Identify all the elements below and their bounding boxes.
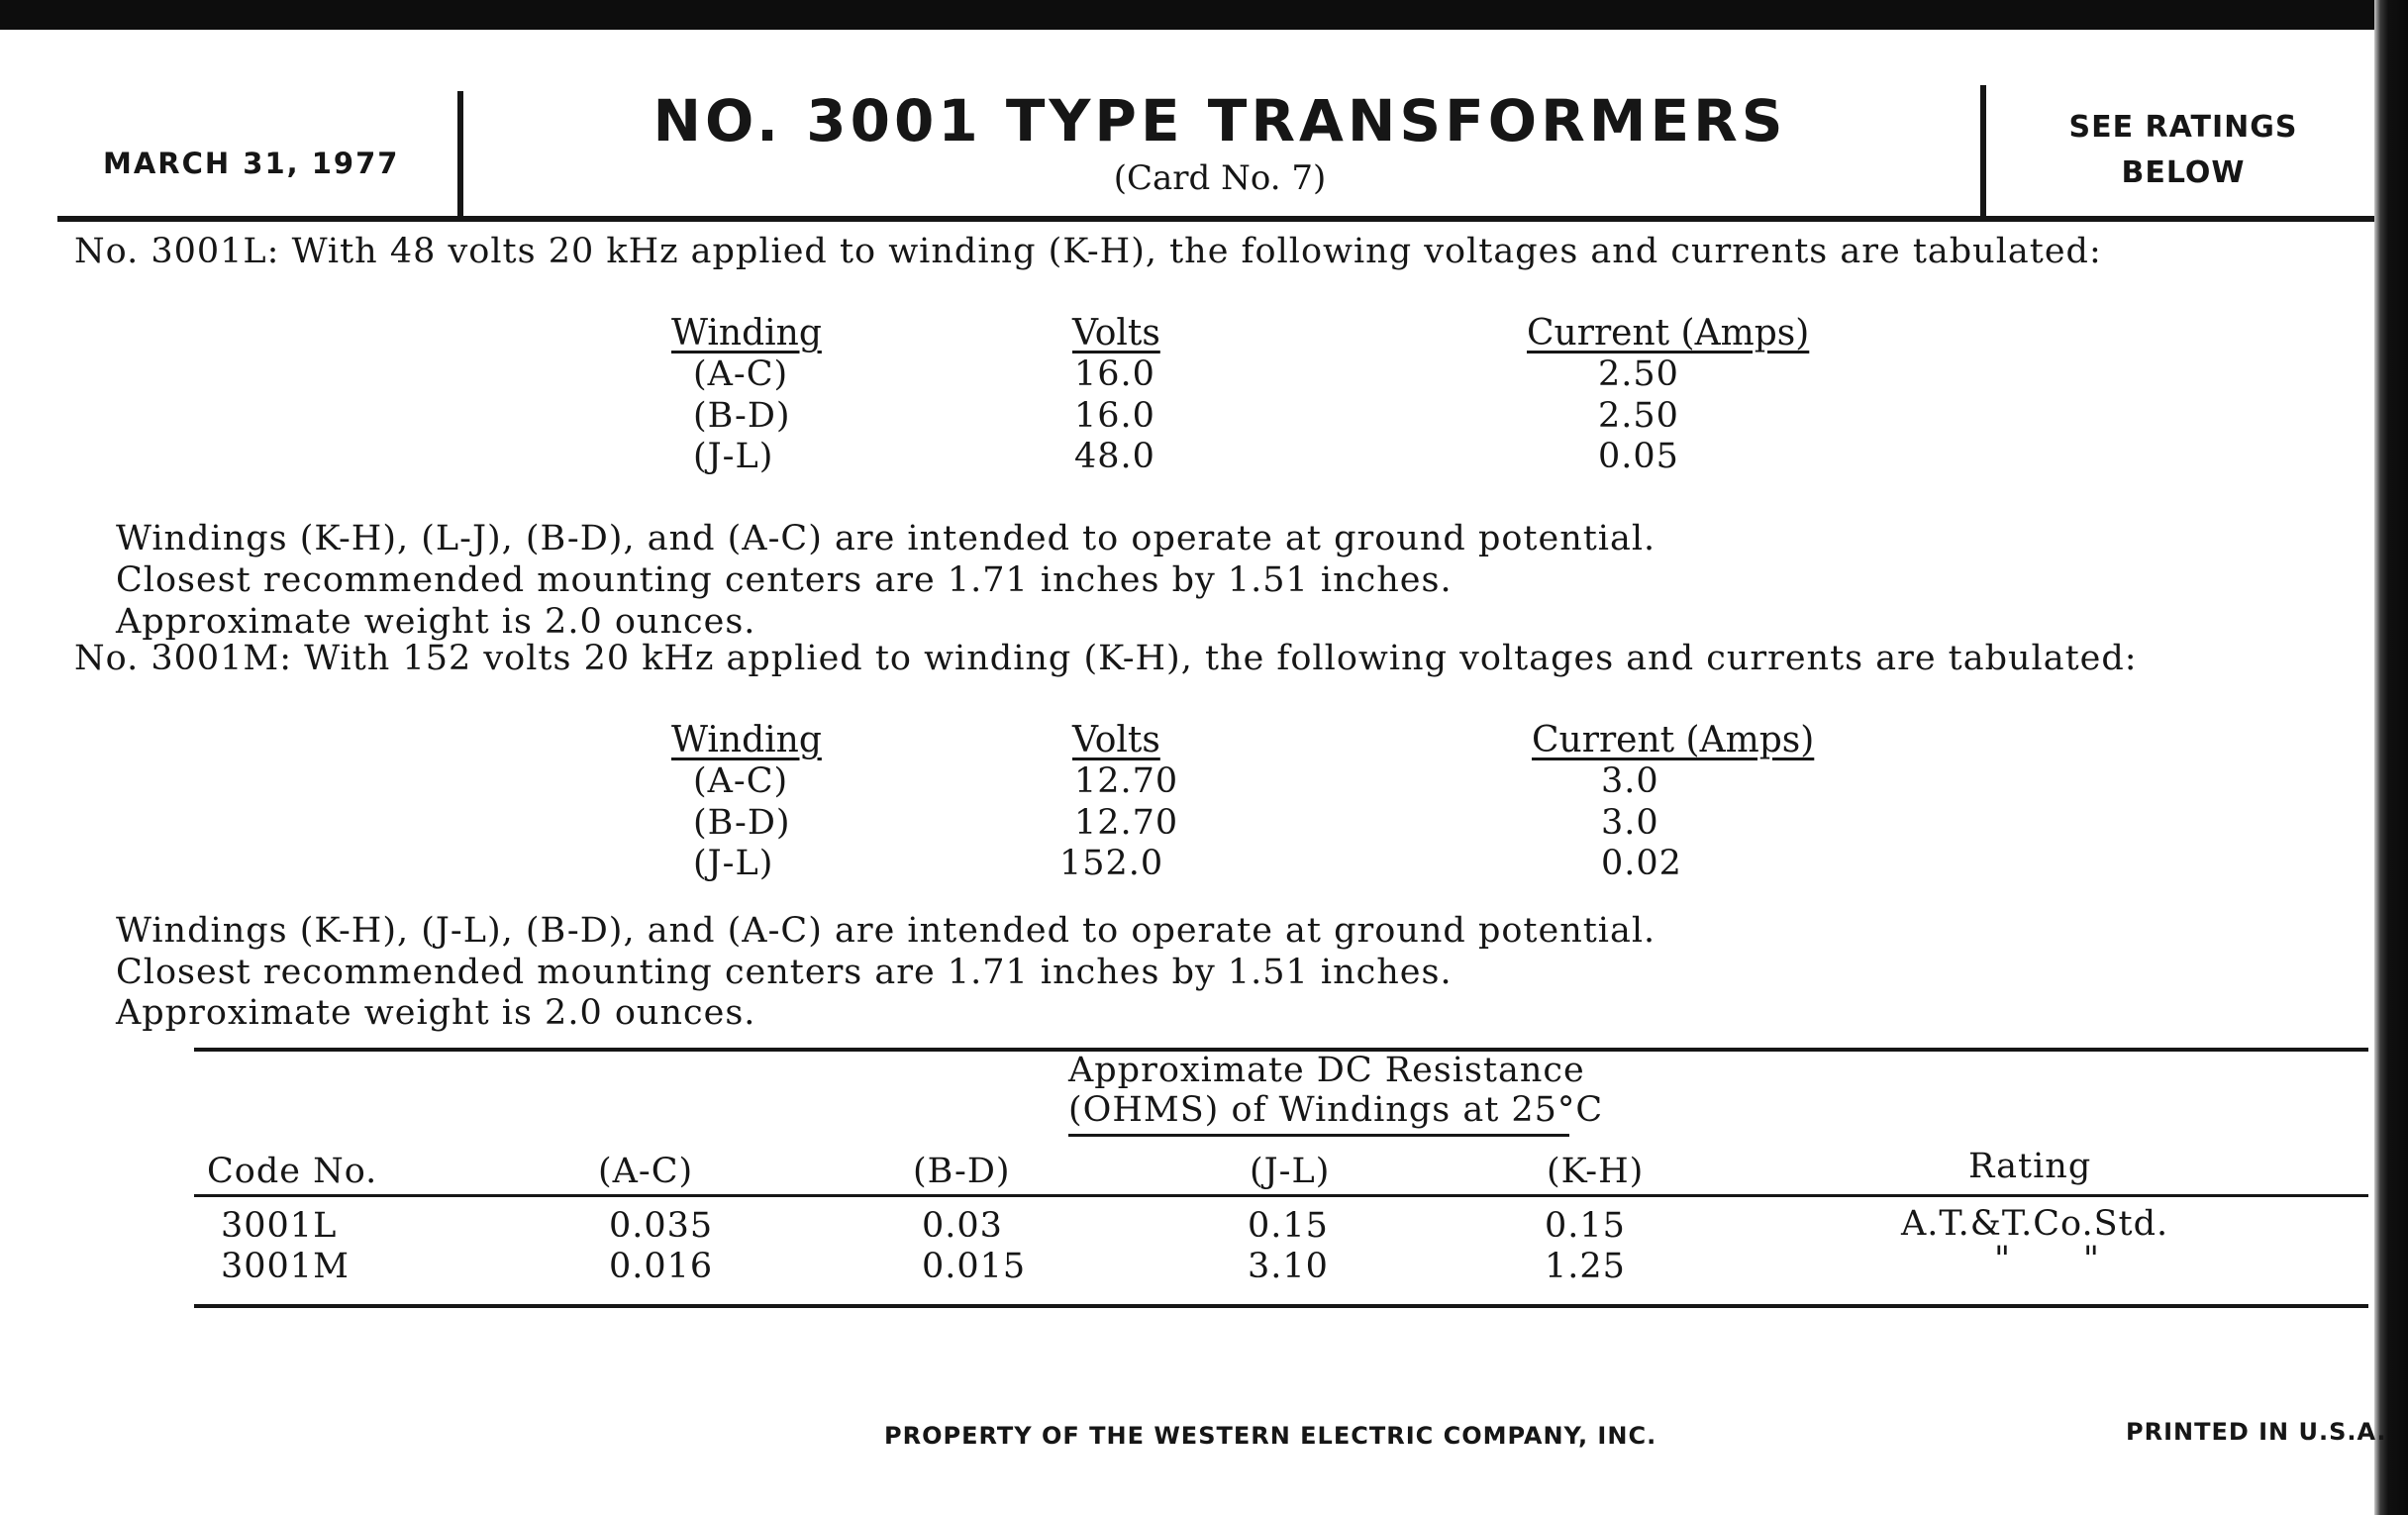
section-l-row3-volts: 48.0 (1074, 437, 1155, 476)
resistance-group-heading-line1: Approximate DC Resistance (1068, 1051, 1585, 1090)
ratings-note-line1: SEE RATINGS (2068, 110, 2298, 145)
section-l-row3-winding: (J-L) (693, 437, 774, 476)
section-m-row2-volts: 12.70 (1074, 803, 1179, 843)
section-l-note-mounting: Closest recommended mounting centers are 1.71 inches by 1.51 inches. (116, 560, 1453, 600)
section-m-col-current: Current (Amps) (1532, 720, 1815, 760)
resistance-row2-kh: 1.25 (1545, 1247, 1626, 1286)
section-m-note-weight: Approximate weight is 2.0 ounces. (116, 993, 756, 1033)
page-title: NO. 3001 TYPE TRANSFORMERS (652, 87, 1787, 154)
scan-top-edge (0, 0, 2408, 30)
section-m-row2-current: 3.0 (1601, 803, 1659, 843)
resistance-row2-rating: " " (1994, 1240, 2100, 1279)
card-number: (Card No. 7) (1113, 158, 1327, 198)
resistance-row1-code: 3001L (221, 1206, 338, 1246)
section-m-col-volts: Volts (1072, 720, 1160, 760)
resistance-row1-ac: 0.035 (609, 1206, 714, 1246)
section-l-row2-current: 2.50 (1598, 396, 1679, 436)
section-m-note-potential: Windings (K-H), (J-L), (B-D), and (A-C) are intended to operate at ground potential. (116, 911, 1656, 951)
resistance-row2-bd: 0.015 (922, 1247, 1027, 1286)
section-l-col-volts: Volts (1072, 313, 1160, 354)
section-m-row3-winding: (J-L) (693, 844, 774, 883)
resistance-header-rule (194, 1194, 2368, 1197)
resistance-row1-jl: 0.15 (1248, 1206, 1329, 1246)
resistance-col-bd: (B-D) (913, 1152, 1011, 1191)
resistance-col-rating: Rating (1968, 1147, 2092, 1186)
section-l-row1-current: 2.50 (1598, 354, 1679, 394)
resistance-row2-jl: 3.10 (1248, 1247, 1329, 1286)
section-m-intro: No. 3001M: With 152 volts 20 kHz applied to winding (K-H), the following voltages and currents are tabulated: (74, 639, 2138, 678)
resistance-row1-kh: 0.15 (1545, 1206, 1626, 1246)
resistance-group-underline (1068, 1134, 1569, 1137)
section-m-col-winding: Winding (671, 720, 822, 760)
section-l-row2-winding: (B-D) (693, 396, 791, 436)
resistance-col-code: Code No. (207, 1152, 378, 1191)
resistance-group-heading-line2: (OHMS) of Windings at 25°C (1068, 1090, 1604, 1130)
ratings-note (1985, 105, 2381, 196)
section-l-col-winding: Winding (671, 313, 822, 354)
resistance-table-bottom-rule (194, 1304, 2368, 1308)
section-l-note-potential: Windings (K-H), (L-J), (B-D), and (A-C) are intended to operate at ground potential. (116, 519, 1656, 558)
card-date: MARCH 31, 1977 (103, 147, 400, 180)
section-l-intro: No. 3001L: With 48 volts 20 kHz applied to winding (K-H), the following voltages and currents are tabulated: (74, 232, 2102, 271)
section-l-row2-volts: 16.0 (1074, 396, 1155, 436)
section-m-row1-current: 3.0 (1601, 761, 1659, 801)
resistance-col-ac: (A-C) (598, 1152, 694, 1191)
section-l-col-current: Current (Amps) (1527, 313, 1810, 354)
section-m-note-mounting: Closest recommended mounting centers are 1.71 inches by 1.51 inches. (116, 953, 1453, 992)
resistance-row1-rating: A.T.&T.Co.Std. (1901, 1204, 2169, 1244)
section-m-row1-winding: (A-C) (693, 761, 789, 801)
section-m-row1-volts: 12.70 (1074, 761, 1179, 801)
resistance-row2-code: 3001M (221, 1247, 350, 1286)
section-m-row3-volts: 152.0 (1059, 844, 1164, 883)
footer-property: PROPERTY OF THE WESTERN ELECTRIC COMPANY, INC. (884, 1422, 1657, 1450)
section-l-row1-volts: 16.0 (1074, 354, 1155, 394)
section-l-row1-winding: (A-C) (693, 354, 789, 394)
section-l-row3-current: 0.05 (1598, 437, 1679, 476)
resistance-col-jl: (J-L) (1250, 1152, 1331, 1191)
section-l-note-weight: Approximate weight is 2.0 ounces. (116, 602, 756, 642)
scan-right-edge (2374, 0, 2408, 1515)
header-bottom-rule (57, 216, 2374, 222)
resistance-row2-ac: 0.016 (609, 1247, 714, 1286)
resistance-row1-bd: 0.03 (922, 1206, 1003, 1246)
ratings-note-line2: BELOW (2121, 155, 2246, 190)
resistance-col-kh: (K-H) (1547, 1152, 1645, 1191)
footer-printed: PRINTED IN U.S.A. (2126, 1418, 2387, 1446)
section-m-row2-winding: (B-D) (693, 803, 791, 843)
section-m-row3-current: 0.02 (1601, 844, 1682, 883)
